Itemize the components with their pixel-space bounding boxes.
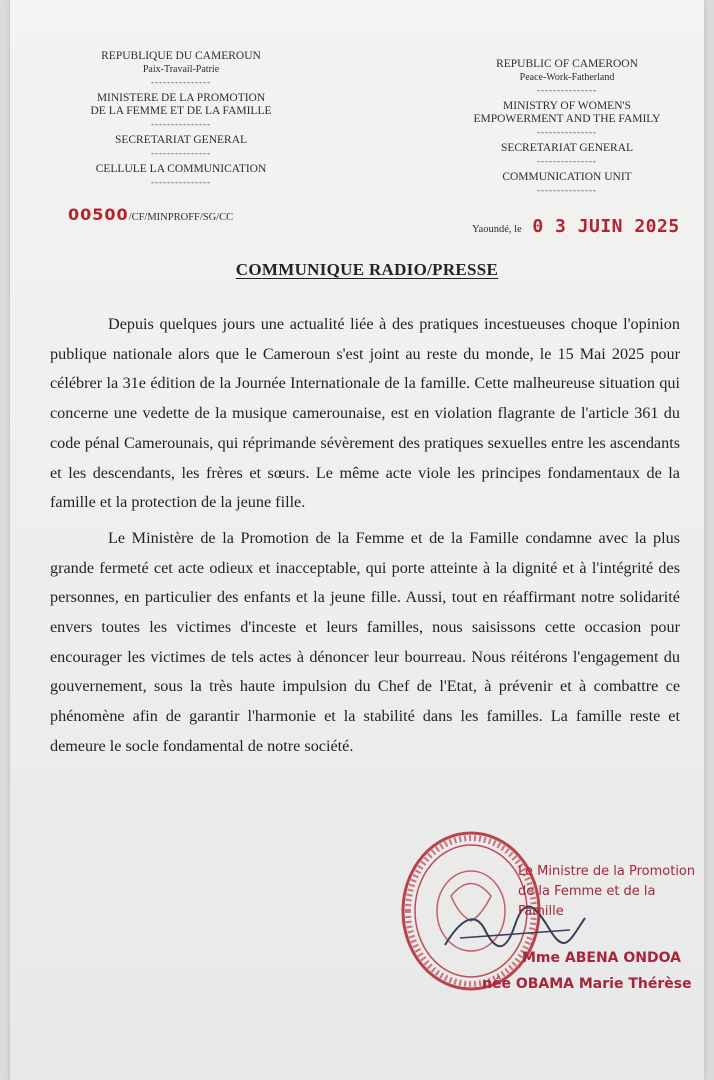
signatory-role — [518, 862, 704, 922]
divider: --------------- — [537, 185, 597, 195]
header-left — [76, 50, 286, 192]
role-line2: de la Femme et de la Famille — [518, 884, 656, 919]
motto-en: Peace-Work-Fatherland — [519, 72, 615, 83]
unit-en: COMMUNICATION UNIT — [502, 171, 632, 183]
ministry-fr-line2: DE LA FEMME ET DE LA FAMILLE — [90, 105, 272, 117]
motto-fr: Paix-Travail-Patrie — [142, 64, 220, 75]
date-stamp: 0 3 JUIN 2025 — [532, 216, 680, 237]
divider: --------------- — [537, 127, 597, 137]
signatory-name: Mme ABENA ONDOA — [522, 950, 681, 966]
document-title: COMMUNIQUE RADIO/PRESSE — [235, 260, 499, 279]
date-line — [472, 216, 680, 237]
header-right — [462, 58, 672, 200]
ministry-fr-line1: MINISTERE DE LA PROMOTION — [96, 92, 266, 104]
signatory-birth-name: née OBAMA Marie Thérèse — [482, 976, 692, 992]
country-en: REPUBLIC OF CAMEROON — [496, 58, 638, 70]
role-line1: Le Ministre de la Promotion — [518, 864, 696, 879]
divider: --------------- — [151, 148, 211, 158]
divider: --------------- — [151, 177, 211, 187]
reference-number — [68, 205, 233, 224]
ministry-en-line1: MINISTRY OF WOMEN'S — [503, 100, 631, 112]
reference-suffix: /CF/MINPROFF/SG/CC — [128, 212, 234, 223]
divider: --------------- — [537, 156, 597, 166]
document-body — [50, 310, 680, 768]
secretariat-en: SECRETARIAT GENERAL — [500, 142, 634, 154]
divider: --------------- — [537, 85, 597, 95]
paragraph: Depuis quelques jours une actualité liée à des pratiques incestueuses choque l'opinion publique nationale alors que le Cameroun s'est joint au reste du monde, le 15 Mai 2025 pour célébrer la 31e édition de la Journée Internationale de la famille. Cette malheureuse situation qui concerne une vedette de la musique camerounaise, est en violation flagrante de l'article 361 du code pénal Camerounais, qui réprimande sévèrement des pratiques sexuelles entre les ascendants et les descendants, les frères et sœurs. Le même acte viole les principes fondamentaux de la famille et la protection de la jeune fille. — [50, 315, 680, 512]
divider: --------------- — [151, 119, 211, 129]
paragraph: Le Ministère de la Promotion de la Femme et de la Famille condamne avec la plus grande fermeté cet acte odieux et inacceptable, qui porte atteinte à la dignité et à l'intégrité des personnes, en particulier des enfants et la jeune fille. Aussi, tout en réaffirmant notre solidarité envers toutes les victimes d'inceste et leurs familles, nous saisissons cette occasion pour encourager les victimes de tels actes à dénoncer leur bourreau. Nous réitérons l'engagement du gouvernement, sous la très haute impulsion du Chef de l'Etat, à prévenir et à combattre ce phénomène afin de garantir l'harmonie et la stabilité dans les familles. La famille reste et demeure le socle fondamental de notre société. — [50, 528, 680, 755]
country-fr: REPUBLIQUE DU CAMEROUN — [101, 50, 261, 62]
document-page — [10, 0, 704, 1080]
handwritten-number: 00500 — [68, 205, 129, 224]
unit-fr: CELLULE LA COMMUNICATION — [95, 163, 267, 175]
ministry-en-line2: EMPOWERMENT AND THE FAMILY — [473, 113, 661, 125]
divider: --------------- — [151, 77, 211, 87]
date-place: Yaoundé, le — [472, 224, 522, 235]
secretariat-fr: SECRETARIAT GENERAL — [114, 134, 248, 146]
